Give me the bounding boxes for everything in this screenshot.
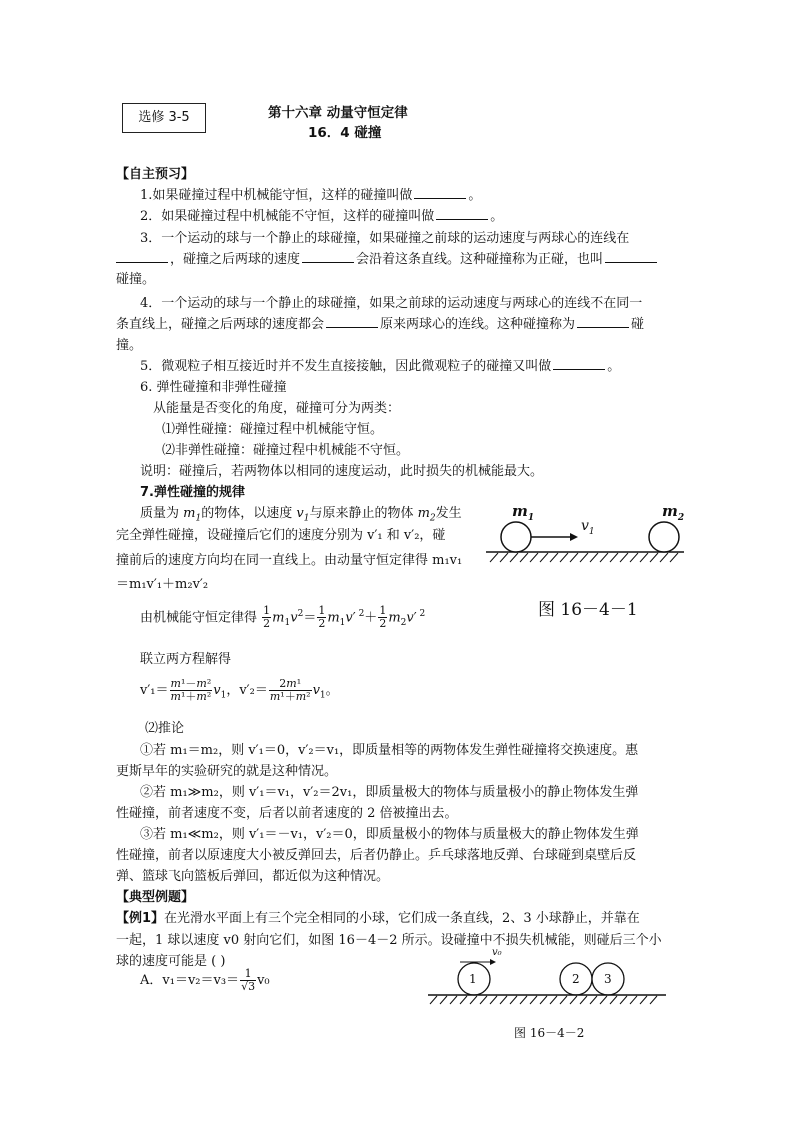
example-1-line-3: 球的速度可能是 ( ) (116, 954, 226, 969)
case-2-line-1: ②若 m₁≫m₂，则 v′₁＝v₁，v′₂＝2v₁，即质量极大的物体与质量极小的静止物体发生弹 (140, 785, 639, 800)
label-ball-1: 1 (469, 972, 477, 986)
question-5: 5．微观粒子相互接近时并不发生直接接触，因此微观粒子的碰撞又叫做 。 (140, 359, 621, 374)
label-ball-2: 2 (572, 972, 580, 986)
figure-16-4-2 (428, 948, 668, 1010)
question-6-line-1: 从能量是否变化的角度，碰撞可分为两类： (153, 401, 401, 416)
symbol-m1: $m_1$ (183, 506, 202, 524)
result-equation: v′₁＝ $\frac{\text{m¹－m²}}{\text{m¹＋m²}}$ $v_1$，v′₂＝ $\frac{\text{2m¹}}{\text{m¹＋m²}}$ $v_1$。 (140, 677, 339, 703)
preview-heading: 【自主预习】 (116, 167, 195, 182)
example-1-line-1: 【例1】在光滑水平面上有三个完全相同的小球，它们成一条直线，2、3 小球静止，并靠在 (116, 911, 640, 926)
question-6-note: 说明：碰撞后，若两物体以相同的速度运动，此时损失的机械能最大。 (140, 464, 544, 479)
case-1-line-2: 更斯早年的实验研究的就是这种情况。 (116, 764, 338, 779)
figure-caption-1: 图 16－4－1 (538, 600, 638, 620)
answer-blank[interactable] (577, 315, 629, 328)
question-6-line-3: ⑵非弹性碰撞：碰撞过程中机械能不守恒。 (162, 443, 410, 458)
section-title: 16．4 碰撞 (308, 125, 382, 141)
figure-caption-2: 图 16－4－2 (514, 1026, 585, 1040)
answer-blank[interactable] (116, 250, 168, 263)
section-7-line-2: 完全弹性碰撞，设碰撞后它们的速度分别为 v′₁ 和 v′₂，碰 (116, 528, 446, 543)
ball-m1 (501, 522, 531, 552)
label-m2: $m_2$ (662, 502, 685, 523)
label-m1: $m_1$ (512, 502, 535, 523)
answer-blank[interactable] (302, 250, 354, 263)
question-6-title: 6. 弹性碰撞和非弹性碰撞 (140, 380, 287, 395)
solve-line: 联立两方程解得 (140, 652, 232, 667)
question-3-line-2: ，碰撞之后两球的速度 会沿着这条直线。这种碰撞称为正碰，也叫 (116, 248, 659, 267)
section-7-line-1: 质量为 $m_1$的物体，以速度 $v_1$与原来静止的物体 $m_2$发生 (140, 506, 462, 524)
label-ball-3: 3 (604, 972, 612, 986)
option-a[interactable]: A．v₁＝v₂＝v₃＝ $\frac{1}{√3}$ v₀ (140, 967, 270, 993)
section-7-line-4: ＝m₁v′₁＋m₂v′₂ (116, 577, 209, 592)
inference-title: ⑵推论 (145, 721, 185, 736)
answer-blank[interactable] (436, 207, 488, 220)
label-v1: $v_1$ (581, 518, 595, 537)
case-3-line-3: 弹、篮球飞向篮板后弹回，都近似为这种情况。 (116, 869, 390, 884)
question-4-line-3: 撞。 (116, 338, 143, 353)
label-v0: v₀ (492, 947, 502, 958)
energy-equation: 由机械能守恒定律得 $\frac{1}{2}$ $m_1v^2=$ $\frac{1}{2}$ $m_1v'$ $^2$＋ $\frac{1}{2}$ $m_2v'$ $^2$ (140, 604, 426, 631)
section-7-title: 7.弹性碰撞的规律 (140, 485, 245, 500)
question-3-line-3: 碰撞。 (116, 272, 156, 287)
question-6-line-2: ⑴弹性碰撞：碰撞过程中机械能守恒。 (162, 422, 384, 437)
course-label-box: 选修 3-5 (122, 103, 206, 133)
question-3-line-1: 3．一个运动的球与一个静止的球碰撞，如果碰撞之前球的运动速度与两球心的连线在 (140, 231, 630, 246)
case-3-line-1: ③若 m₁≪m₂，则 v′₁＝－v₁，v′₂＝0，即质量极小的物体与质量极大的静止物体发生弹 (140, 827, 639, 842)
question-2: 2．如果碰撞过程中机械能不守恒，这样的碰撞叫做 。 (140, 209, 504, 224)
ball-m2 (649, 522, 679, 552)
example-1-line-2: 一起，1 球以速度 v0 射向它们，如图 16－4－2 所示。设碰撞中不损失机械能，则碰后三个小 (116, 933, 662, 948)
answer-blank[interactable] (326, 315, 378, 328)
answer-blank[interactable] (605, 250, 657, 263)
question-4-line-2: 条直线上，碰撞之后两球的速度都会 原来两球心的连线。这种碰撞称为 碰 (116, 317, 645, 332)
case-2-line-2: 性碰撞，前者速度不变，后者以前者速度的 2 倍被撞出去。 (116, 806, 458, 821)
question-1: 1.如果碰撞过程中机械能守恒，这样的碰撞叫做 。 (140, 188, 482, 203)
section-7-line-3: 撞前后的速度方向均在同一直线上。由动量守恒定律得 m₁v₁ (116, 553, 463, 568)
answer-blank[interactable] (553, 357, 605, 370)
case-1-line-1: ①若 m₁＝m₂，则 v′₁＝0，v′₂＝v₁，即质量相等的两物体发生弹性碰撞将交换速度。惠 (140, 743, 639, 758)
case-3-line-2: 性碰撞，前者以原速度大小被反弹回去，后者仍静止。乒乓球落地反弹、台球碰到桌壁后反 (116, 848, 637, 863)
question-4-line-1: 4．一个运动的球与一个静止的球碰撞，如果之前球的运动速度与两球心的连线不在同一 (140, 296, 643, 311)
examples-heading: 【典型例题】 (116, 890, 195, 905)
chapter-title: 第十六章 动量守恒定律 (268, 105, 408, 121)
answer-blank[interactable] (414, 186, 466, 199)
